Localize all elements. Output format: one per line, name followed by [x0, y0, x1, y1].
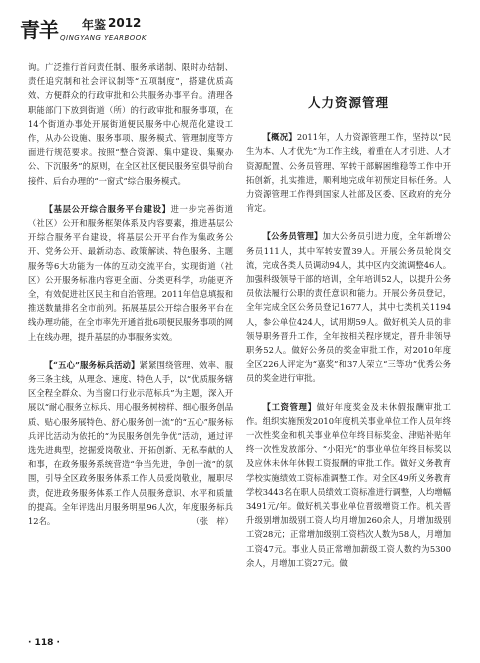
right-paragraph-3	[246, 400, 451, 570]
yearbook-year: 2012	[108, 16, 142, 30]
paragraph-text: 进一步完善街道（社区）公开和服务框架体系及内容要素，推进基层公开综合服务平台建设，将基层公开平台作为集政务公开、党务公开、最新动态、政策解读、特色服务、主题服务等6大功能为一体的互动交流平台，实现街道（社区）公开服务标准内容更全面、分类更科学，功能更齐全，有效促进社区民主和自治管理。2011年信息填报和推送数量排名全市前列。拓展基层公开综合服务平台在线办理功能，在全市率先开通首批6项便民服务事项的网上在线办理，提升基层的办事服务实效。	[28, 203, 233, 342]
yearbook-header	[20, 10, 220, 60]
left-paragraph-2	[28, 202, 233, 344]
right-paragraph-2	[246, 229, 451, 385]
left-column	[28, 60, 233, 528]
yearbook-subtitle: QINGYANG YEARBOOK	[60, 34, 147, 42]
section-tag: 【工资管理】	[262, 401, 317, 412]
paragraph-text: 加大公务员引进力度，全年新增公务员111人，其中军转安置39人。开展公务员轮岗交流，完成各类人员调动94人，其中区内交流调整46人。加强科级领导干部的培训，全年培训52人，以提升公务员依法履行公职的责任意识和能力。开展公务员登记，全年完成全区公务员登记1677人，其中七类机关1194人，参公单位424人，试用期59人。做好机关人员的非领导职务晋升工作，全年按相关程序规定，晋升非领导职务52人。做好公务员的奖金审批工作，对2010年度全区226人评定为“嘉奖”和37人荣立“三等功”优秀公务员的奖金进行审批。	[246, 231, 451, 384]
section-title: 人力资源管理	[307, 95, 389, 110]
section-tag: 【基层公开综合服务平台建设】	[44, 203, 171, 214]
paragraph-text: 紧紧围绕管理、效率、服务三条主线，从理念、速度、特色人手，以“优质服务辖区全程全群众、为当窗口行业示范标兵”为主题，深入开展以“耐心服务立标兵、用心服务树榜样、细心服务创品质、贴心服务展特色、舒心服务创一流”的“五心”服务标兵评比活动为依托的“为民服务创先争优”活动，通过评选先进典型，挖掘爱岗敬业、开拓创新、无私奉献的人和事，在政务服务系统营造“争当先进，争创一流”的氛围，引导全区政务服务体系工作人员爱岗敬业，履职尽责，促进政务服务体系工作人员服务意识、水平和质量的提高。全年评选出月服务明星96人次，年度服务标兵12名。	[28, 359, 233, 527]
left-paragraph-3	[28, 358, 233, 528]
right-column	[246, 60, 451, 570]
yearbook-logo: 青羊	[20, 18, 58, 42]
paragraph-text: 做好年度奖金及未休假报酬审批工作。组织实施预发2010年度机关事业单位工作人员年终一次性奖金和机关事业单位年终目标奖金、津贴补贴年终一次性发放部分、“小阳光”的事业单位年终目标奖以及应休未休年休假工资报酬的审批工作。做好义务教育学校实施绩效工资标准调整工作。对全区49所义务教育学校3443名在职人员绩效工资标准进行调整，人均增幅3491元/年。做好机关事业单位晋级增资工作。机关晋升级别增加级别工资人均月增加260余人，月增加级别工资28元；正常增加级别工资档次人数为58人，月增加工资47元。事业人员正常增加薪级工资人数约为5300余人，月增加工资27元。做	[246, 401, 451, 568]
page-number: · 118 ·	[28, 638, 60, 648]
paragraph-text: 2011年，人力资源管理工作，坚持以“民生为本、人才优先”为工作主线，着重在人才引进、人才资源配置、公务员管理、军转干部解困维稳等工作中开拓创新，扎实推进，顺利地完成年初预定目标任务。人力资源管理工作得到国家人社部及区委、区政府的充分肯定。	[246, 132, 451, 214]
yearbook-label: 年鉴	[82, 18, 107, 32]
author-signature: （张 梓）	[191, 516, 233, 527]
right-paragraph-1	[246, 130, 451, 215]
section-tag: 【“五心”服务标兵活动】	[44, 359, 140, 370]
left-paragraph-1: 询。广泛推行首问责任制、服务承诺制、限时办结制、责任追究制和社会评议制等“五项制度”，搭建优质高效、方便群众的行政审批和公共服务办事平台。清理各职能部门下放到街道（所）的行政审批和服务事项，在14个街道办事处开展街道便民服务中心规范化建设工作，从办公设施、服务事项、服务模式、管理制度等方面进行规范要求。按照“整合资源、集中建设、集聚办公、下沉服务”的原则，在全区社区便民服务室俱导前台接件、后台办理的“一窗式”综合服务模式。	[28, 62, 233, 186]
section-tag: 【公务员管理】	[262, 231, 323, 242]
section-tag: 【概况】	[262, 132, 297, 143]
